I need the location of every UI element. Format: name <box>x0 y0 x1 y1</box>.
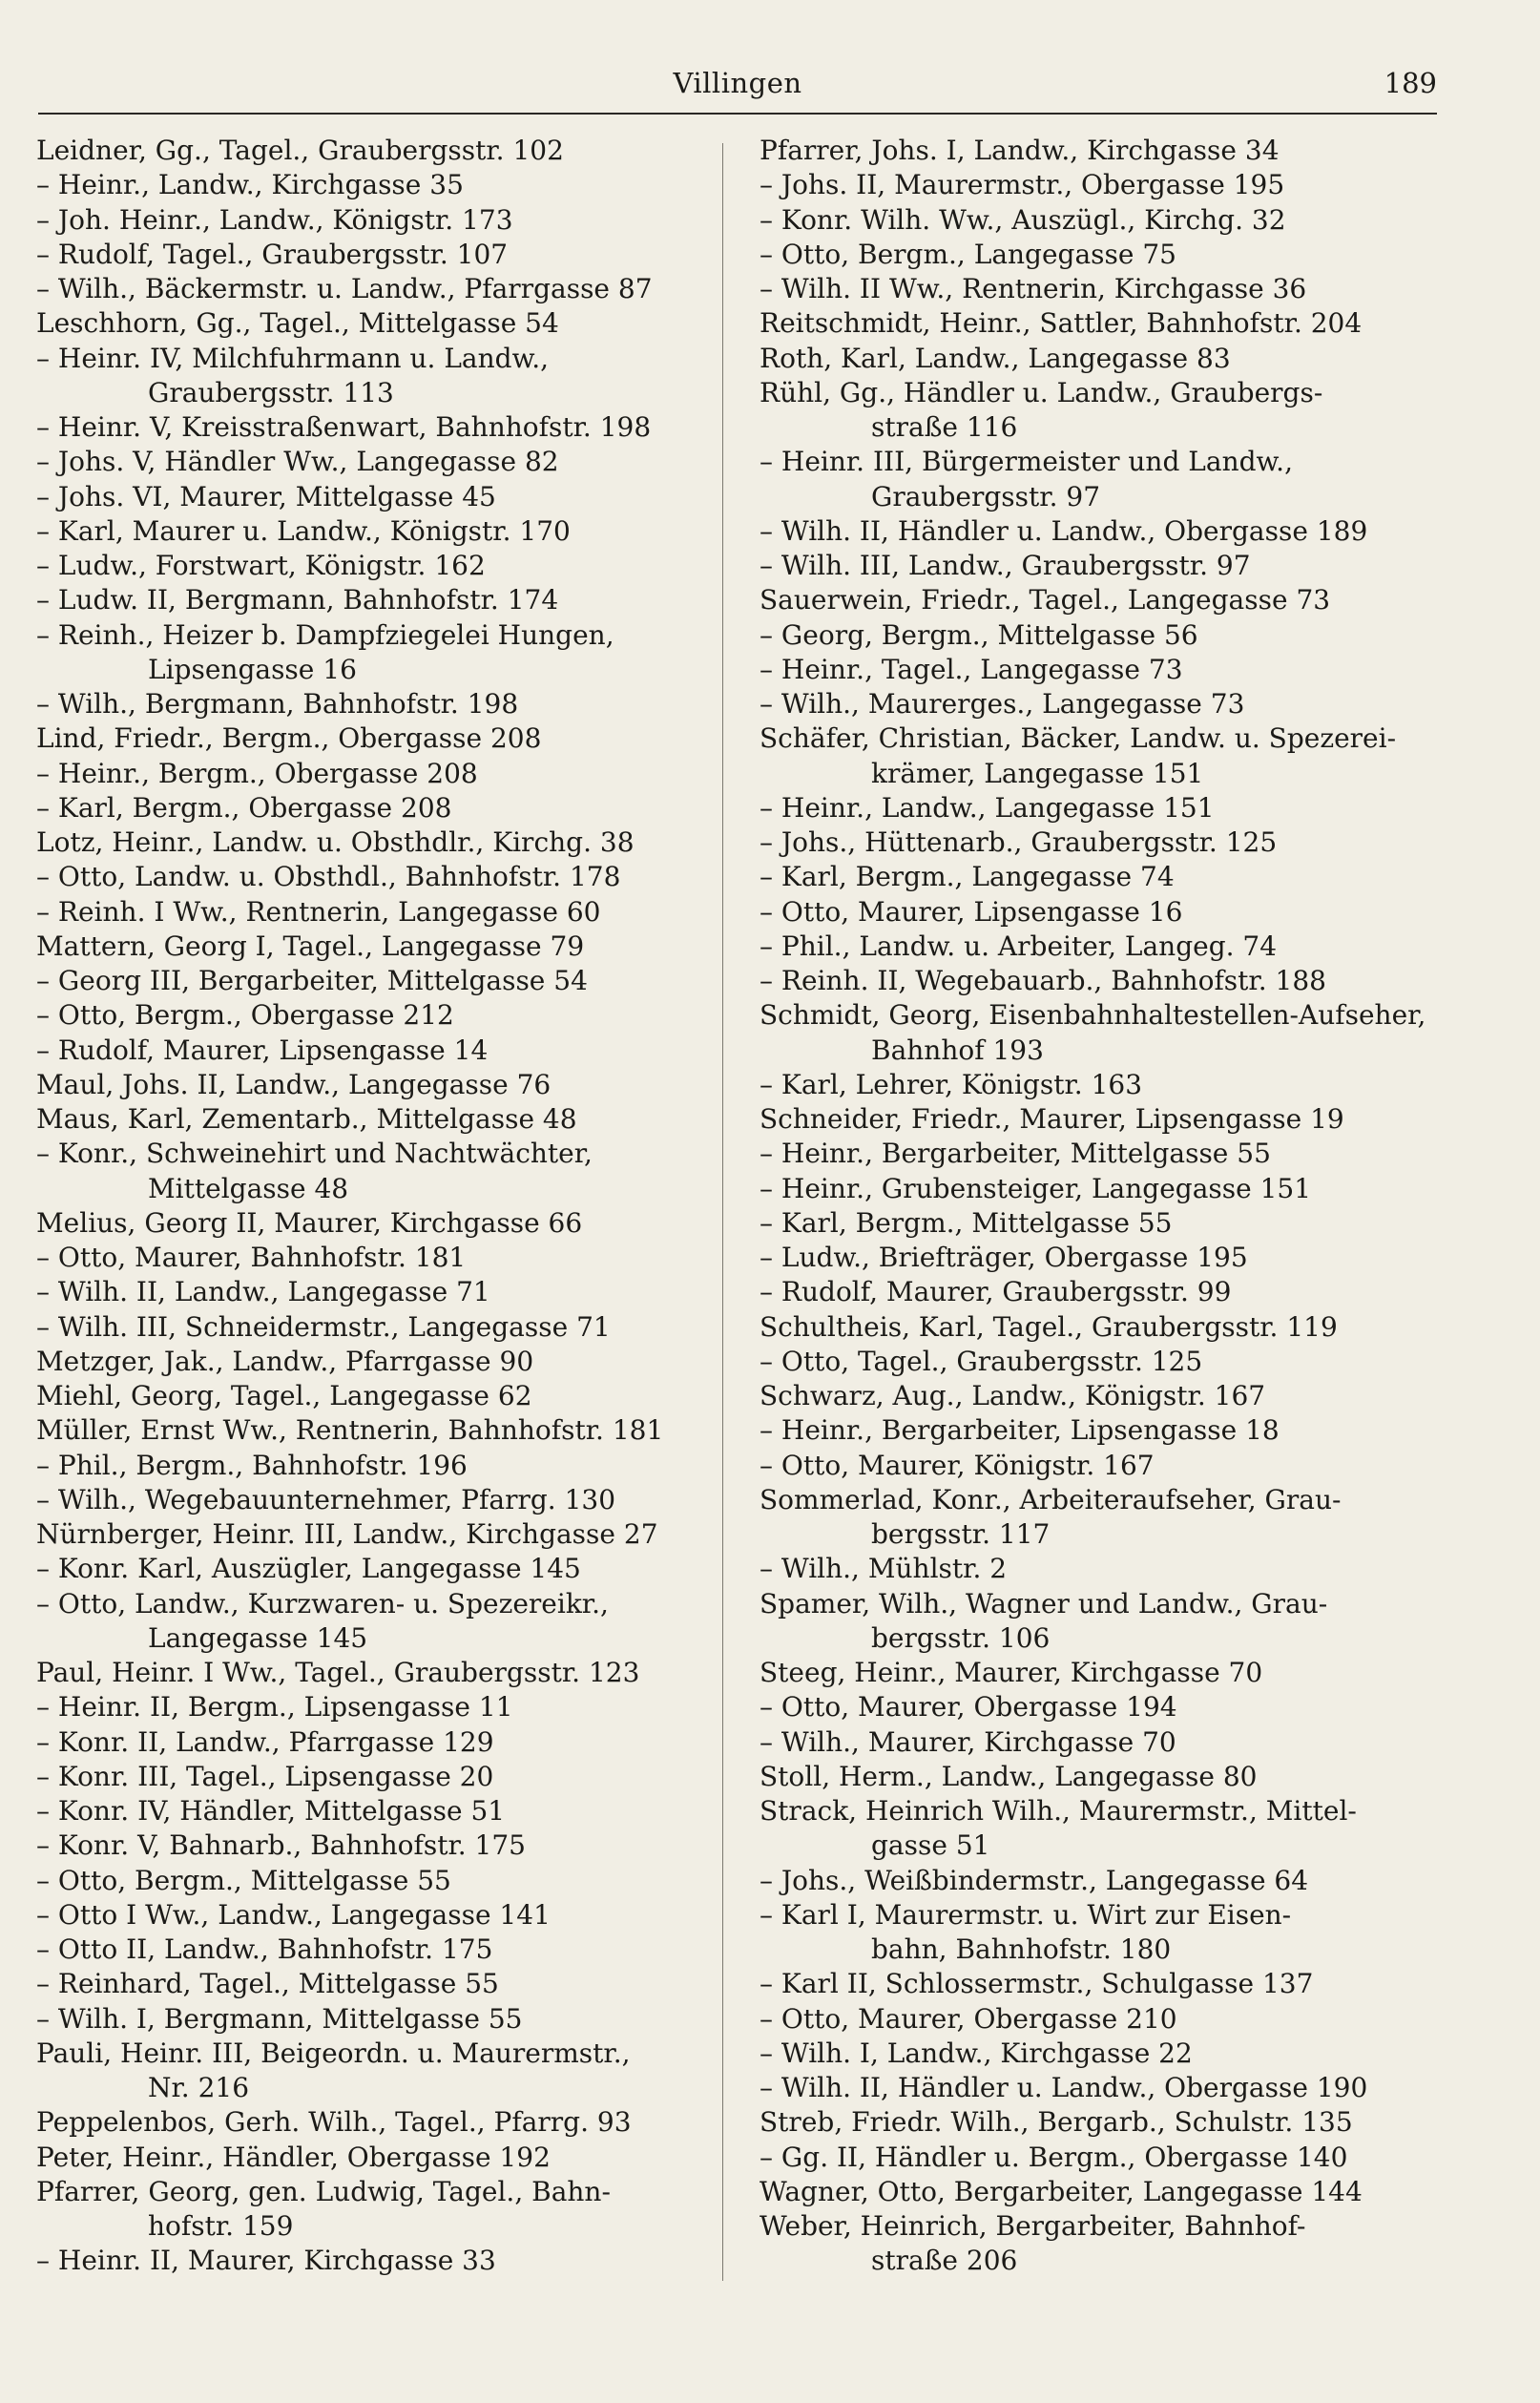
directory-entry-line: Schneider, Friedr., Maurer, Lipsengasse 19 <box>760 1103 1344 1135</box>
directory-entry-line: – Reinh., Heizer b. Dampfziegelei Hungen, <box>36 618 614 651</box>
page-title: Villingen <box>673 67 802 99</box>
directory-entry-line: straße 206 <box>871 2245 1018 2277</box>
directory-entry-line: – Wilh., Bäckermstr. u. Landw., Pfarrgasse 87 <box>36 273 653 304</box>
directory-entry-line: Paul, Heinr. I Ww., Tagel., Graubergsstr. 123 <box>36 1657 640 1688</box>
directory-entry-line: Leschhorn, Gg., Tagel., Mittelgasse 54 <box>36 307 559 340</box>
directory-entry-line: – Konr. Wilh. Ww., Auszügl., Kirchg. 32 <box>760 203 1286 236</box>
directory-entry-line: – Wilh. II Ww., Rentnerin, Kirchgasse 36 <box>760 273 1307 304</box>
directory-entry-line: Wagner, Otto, Bergarbeiter, Langegasse 144 <box>760 2175 1363 2207</box>
directory-entry-line: – Karl, Maurer u. Landw., Königstr. 170 <box>36 514 571 547</box>
directory-entry-line: Graubergsstr. 113 <box>148 376 394 408</box>
directory-entry-line: – Otto, Maurer, Obergasse 210 <box>760 2002 1177 2035</box>
directory-entry-line: – Wilh., Bergmann, Bahnhofstr. 198 <box>36 688 519 720</box>
directory-entry-line: bergsstr. 106 <box>871 1621 1051 1654</box>
directory-entry-line: – Heinr. V, Kreisstraßenwart, Bahnhofstr. 198 <box>36 411 652 443</box>
directory-entry-line: – Karl II, Schlossermstr., Schulgasse 137 <box>760 1968 1314 2000</box>
directory-entry-line: – Wilh. II, Händler u. Landw., Obergasse 190 <box>760 2072 1368 2103</box>
directory-entry-line: Nürnberger, Heinr. III, Landw., Kirchgasse 27 <box>36 1518 658 1550</box>
directory-entry-line: – Karl, Bergm., Obergasse 208 <box>36 791 452 824</box>
directory-entry-line: – Heinr., Bergarbeiter, Lipsengasse 18 <box>760 1414 1280 1447</box>
directory-entry-line: – Heinr., Landw., Kirchgasse 35 <box>36 169 464 201</box>
directory-entry-line: Reitschmidt, Heinr., Sattler, Bahnhofstr. 204 <box>760 307 1363 340</box>
page-header <box>38 59 1437 115</box>
directory-entry-line: – Karl, Bergm., Langegasse 74 <box>760 861 1175 893</box>
directory-entry-line: – Heinr., Landw., Langegasse 151 <box>760 791 1215 824</box>
directory-entry-line: Pfarrer, Johs. I, Landw., Kirchgasse 34 <box>760 135 1280 166</box>
left-column <box>36 134 714 2279</box>
directory-entry-line: Rühl, Gg., Händler u. Landw., Graubergs- <box>760 376 1323 408</box>
directory-entry-line: – Wilh., Maurer, Kirchgasse 70 <box>760 1725 1176 1758</box>
directory-entry-line: Miehl, Georg, Tagel., Langegasse 62 <box>36 1380 532 1411</box>
directory-entry-line: Müller, Ernst Ww., Rentnerin, Bahnhofstr. 181 <box>36 1414 664 1447</box>
directory-entry-line: – Wilh. III, Landw., Graubergsstr. 97 <box>760 550 1251 581</box>
directory-entry-line: – Otto, Maurer, Obergasse 194 <box>760 1691 1177 1724</box>
directory-entry-line: Pfarrer, Georg, gen. Ludwig, Tagel., Bahn- <box>36 2175 611 2207</box>
directory-entry-line: – Karl, Bergm., Mittelgasse 55 <box>760 1206 1173 1239</box>
directory-entry-line: – Johs. VI, Maurer, Mittelgasse 45 <box>36 480 496 512</box>
directory-entry-line: gasse 51 <box>871 1829 990 1862</box>
directory-entry-line: – Wilh., Mühlstr. 2 <box>760 1553 1008 1585</box>
directory-entry-line: – Heinr. IV, Milchfuhrmann u. Landw., <box>36 342 550 374</box>
directory-entry-line: Lind, Friedr., Bergm., Obergasse 208 <box>36 722 542 755</box>
directory-entry-line: – Otto II, Landw., Bahnhofstr. 175 <box>36 1933 493 1965</box>
directory-entry-line: – Otto, Bergm., Mittelgasse 55 <box>36 1864 451 1896</box>
directory-entry-line: – Otto, Maurer, Lipsengasse 16 <box>760 895 1183 928</box>
directory-entry-line: – Phil., Landw. u. Arbeiter, Langeg. 74 <box>760 930 1278 962</box>
directory-entry-line: Lipsengasse 16 <box>148 653 357 685</box>
directory-entry-line: – Otto, Bergm., Obergasse 212 <box>36 999 454 1032</box>
directory-entry-line: – Wilh., Wegebauunternehmer, Pfarrg. 130 <box>36 1483 616 1515</box>
directory-entry-line: Stoll, Herm., Landw., Langegasse 80 <box>760 1760 1258 1792</box>
directory-entry-line: Leidner, Gg., Tagel., Graubergsstr. 102 <box>36 135 564 166</box>
directory-entry-line: Mattern, Georg I, Tagel., Langegasse 79 <box>36 930 585 962</box>
column-divider <box>722 143 723 2281</box>
directory-entry-line: – Konr. III, Tagel., Lipsengasse 20 <box>36 1760 494 1792</box>
directory-entry-line: straße 116 <box>871 411 1018 443</box>
directory-entry-line: – Otto, Maurer, Königstr. 167 <box>760 1449 1155 1481</box>
directory-entry-line: – Heinr., Tagel., Langegasse 73 <box>760 653 1183 685</box>
directory-entry-line: – Konr. V, Bahnarb., Bahnhofstr. 175 <box>36 1829 526 1862</box>
directory-entry-line: – Rudolf, Maurer, Lipsengasse 14 <box>36 1034 489 1066</box>
directory-entry-line: – Heinr. III, Bürgermeister und Landw., <box>760 446 1293 478</box>
directory-entry-line: – Ludw., Briefträger, Obergasse 195 <box>760 1242 1248 1273</box>
directory-entry-line: Bahnhof 193 <box>871 1034 1044 1066</box>
directory-entry-line: – Georg, Bergm., Mittelgasse 56 <box>760 618 1198 651</box>
directory-entry-line: – Heinr., Bergarbeiter, Mittelgasse 55 <box>760 1138 1271 1170</box>
directory-entry-line: – Johs. II, Maurermstr., Obergasse 195 <box>760 169 1285 201</box>
directory-entry-line: – Wilh. I, Bergmann, Mittelgasse 55 <box>36 2002 523 2035</box>
directory-entry-line: – Otto, Landw. u. Obsthdl., Bahnhofstr. 178 <box>36 861 621 893</box>
directory-entry-line: Roth, Karl, Landw., Langegasse 83 <box>760 342 1231 374</box>
directory-entry-line: – Otto I Ww., Landw., Langegasse 141 <box>36 1898 551 1931</box>
directory-entry-line: – Wilh. III, Schneidermstr., Langegasse 71 <box>36 1310 611 1343</box>
directory-entry-line: Spamer, Wilh., Wagner und Landw., Grau- <box>760 1587 1328 1619</box>
directory-entry-line: – Ludw. II, Bergmann, Bahnhofstr. 174 <box>36 584 559 616</box>
directory-entry-line: – Konr. II, Landw., Pfarrgasse 129 <box>36 1725 494 1758</box>
directory-entry-line: – Heinr., Bergm., Obergasse 208 <box>36 757 478 789</box>
directory-entry-line: – Rudolf, Maurer, Graubergsstr. 99 <box>760 1276 1232 1308</box>
directory-entry-line: Peter, Heinr., Händler, Obergasse 192 <box>36 2141 551 2173</box>
page-number: 189 <box>1384 67 1437 99</box>
directory-entry-line: – Karl I, Maurermstr. u. Wirt zur Eisen- <box>760 1898 1292 1931</box>
directory-entry-line: Streb, Friedr. Wilh., Bergarb., Schulstr. 135 <box>760 2106 1353 2139</box>
directory-entry-line: – Konr. Karl, Auszügler, Langegasse 145 <box>36 1553 581 1585</box>
directory-entry-line: Metzger, Jak., Landw., Pfarrgasse 90 <box>36 1345 534 1377</box>
directory-entry-line: – Wilh. II, Landw., Langegasse 71 <box>36 1276 490 1308</box>
directory-entry-line: – Ludw., Forstwart, Königstr. 162 <box>36 550 486 581</box>
directory-entry-line: – Heinr. II, Bergm., Lipsengasse 11 <box>36 1691 513 1724</box>
directory-entry-line: – Gg. II, Händler u. Bergm., Obergasse 140 <box>760 2141 1348 2173</box>
directory-entry-line: krämer, Langegasse 151 <box>871 757 1204 789</box>
directory-entry-line: – Otto, Landw., Kurzwaren- u. Spezereikr., <box>36 1587 609 1619</box>
directory-entry-line: – Wilh. I, Landw., Kirchgasse 22 <box>760 2037 1193 2069</box>
directory-entry-line: Peppelenbos, Gerh. Wilh., Tagel., Pfarrg. 93 <box>36 2106 632 2139</box>
directory-entry-line: – Reinhard, Tagel., Mittelgasse 55 <box>36 1968 499 2000</box>
directory-entry-line: – Wilh. II, Händler u. Landw., Obergasse 189 <box>760 514 1368 547</box>
directory-entry-line: – Johs. V, Händler Ww., Langegasse 82 <box>36 446 559 478</box>
directory-entry-line: – Reinh. II, Wegebauarb., Bahnhofstr. 188 <box>760 965 1326 996</box>
directory-entry-line: Strack, Heinrich Wilh., Maurermstr., Mittel- <box>760 1795 1357 1827</box>
directory-entry-line: – Karl, Lehrer, Königstr. 163 <box>760 1068 1143 1100</box>
directory-entry-line: bahn, Bahnhofstr. 180 <box>871 1933 1172 1965</box>
directory-entry-line: Schäfer, Christian, Bäcker, Landw. u. Spezerei- <box>760 722 1397 755</box>
directory-entry-line: Mittelgasse 48 <box>148 1172 349 1204</box>
directory-entry-line: – Konr., Schweinehirt und Nachtwächter, <box>36 1138 593 1170</box>
directory-entry-line: – Rudolf, Tagel., Graubergsstr. 107 <box>36 238 509 270</box>
directory-entry-line: – Joh. Heinr., Landw., Königstr. 173 <box>36 203 513 236</box>
directory-entry-line: Maul, Johs. II, Landw., Langegasse 76 <box>36 1068 551 1100</box>
directory-entry-line: Melius, Georg II, Maurer, Kirchgasse 66 <box>36 1206 583 1239</box>
directory-entry-line: Weber, Heinrich, Bergarbeiter, Bahnhof- <box>760 2210 1306 2242</box>
directory-entry-line: Sommerlad, Konr., Arbeiteraufseher, Grau- <box>760 1483 1342 1515</box>
directory-entry-line: Pauli, Heinr. III, Beigeordn. u. Maurermstr., <box>36 2037 631 2069</box>
directory-entry-line: Sauerwein, Friedr., Tagel., Langegasse 73 <box>760 584 1331 616</box>
directory-entry-line: – Heinr. II, Maurer, Kirchgasse 33 <box>36 2245 496 2277</box>
directory-entry-line: hofstr. 159 <box>148 2210 294 2242</box>
directory-entry-line: Lotz, Heinr., Landw. u. Obsthdlr., Kirchg. 38 <box>36 826 635 858</box>
directory-entry-line: – Wilh., Maurerges., Langegasse 73 <box>760 688 1245 720</box>
right-column <box>760 134 1437 2279</box>
directory-entry-line: bergsstr. 117 <box>871 1518 1051 1550</box>
directory-entry-line: – Otto, Maurer, Bahnhofstr. 181 <box>36 1242 467 1273</box>
directory-entry-line: – Johs., Weißbindermstr., Langegasse 64 <box>760 1864 1309 1896</box>
directory-entry-line: – Georg III, Bergarbeiter, Mittelgasse 54 <box>36 965 588 996</box>
directory-entry-line: – Heinr., Grubensteiger, Langegasse 151 <box>760 1172 1312 1204</box>
directory-entry-line: Graubergsstr. 97 <box>871 480 1101 512</box>
directory-entry-line: – Otto, Tagel., Graubergsstr. 125 <box>760 1345 1203 1377</box>
directory-entry-line: Nr. 216 <box>148 2072 250 2103</box>
directory-entry-line: Maus, Karl, Zementarb., Mittelgasse 48 <box>36 1103 577 1135</box>
directory-entry-line: Schultheis, Karl, Tagel., Graubergsstr. 119 <box>760 1310 1338 1343</box>
directory-entry-line: – Phil., Bergm., Bahnhofstr. 196 <box>36 1449 468 1481</box>
directory-entry-line: – Otto, Bergm., Langegasse 75 <box>760 238 1176 270</box>
directory-entry-line: Langegasse 145 <box>148 1621 368 1654</box>
directory-entry-line: Schmidt, Georg, Eisenbahnhaltestellen-Aufseher, <box>760 999 1426 1032</box>
directory-entry-line: – Konr. IV, Händler, Mittelgasse 51 <box>36 1795 506 1827</box>
directory-entry-line: – Johs., Hüttenarb., Graubergsstr. 125 <box>760 826 1278 858</box>
directory-entry-line: – Reinh. I Ww., Rentnerin, Langegasse 60 <box>36 895 601 928</box>
directory-entry-line: Steeg, Heinr., Maurer, Kirchgasse 70 <box>760 1657 1263 1688</box>
directory-entry-line: Schwarz, Aug., Landw., Königstr. 167 <box>760 1380 1266 1411</box>
